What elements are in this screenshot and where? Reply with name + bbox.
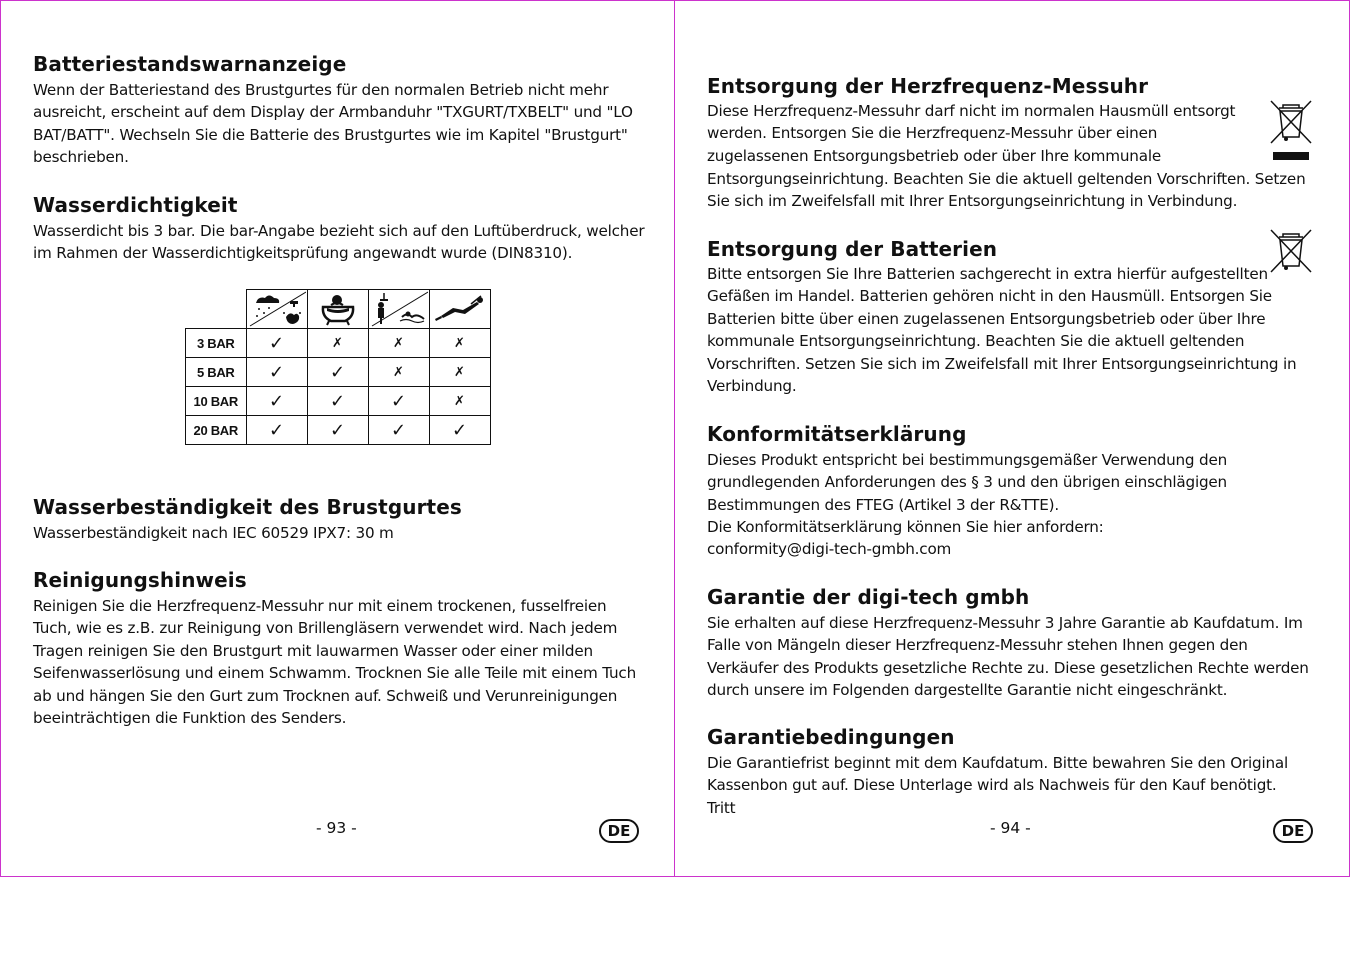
- crossed-bin-icon: [1269, 228, 1313, 274]
- text-warranty: Sie erhalten auf diese Herzfrequenz-Messuhr 3 Jahre Garantie ab Kaufdatum. Im Falle von Mängeln dieser Herzfrequenz-Messuhr stehen Ihnen gegen den Verkäufer des Produkts gesetzliche Rechte zu. Diese gesetzlichen Rechte werden durch unsere im Folgenden dargestellte Garantie nicht eingeschränkt.: [707, 614, 1309, 700]
- text-warranty-conditions: Die Garantiefrist beginnt mit dem Kaufdatum. Bitte bewahren Sie den Original Kassenbon gut auf. Diese Unterlage wird als Nachweis für den Kauf benötigt. Tritt: [707, 754, 1289, 817]
- heading-cleaning: Reinigungshinweis: [33, 568, 247, 592]
- mark-no: ✗: [429, 329, 490, 358]
- water-resistance-table: [185, 289, 491, 445]
- mark-no: ✗: [307, 329, 368, 358]
- heading-battery-disposal: Entsorgung der Batterien: [707, 237, 998, 261]
- heading-chest-strap-water: Wasserbeständigkeit des Brustgurtes: [33, 495, 462, 519]
- mark-yes: ✓: [368, 387, 429, 416]
- language-badge: DE: [1273, 819, 1313, 843]
- mark-yes: ✓: [307, 358, 368, 387]
- page-94: [675, 0, 1350, 877]
- page-number: - 93 -: [316, 819, 357, 837]
- language-badge: DE: [599, 819, 639, 843]
- heading-warranty: Garantie der digi-tech gmbh: [707, 585, 1030, 609]
- shower-swim-icon: [368, 290, 429, 329]
- text-battery-warning: Wenn der Batteriestand des Brustgurtes für den normalen Betrieb nicht mehr ausreicht, erscheint auf dem Display der Armbanduhr "TXGURT/TXBELT" und "LO BAT/BATT". Wechseln Sie die Batterie des Brustgurtes wie im Kapitel "Brustgurt" beschrieben.: [33, 81, 633, 167]
- bath-icon: [307, 290, 368, 329]
- rain-splash-icon: [246, 290, 307, 329]
- heading-warranty-conditions: Garantiebedingungen: [707, 725, 955, 749]
- text-chest-strap-water: Wasserbeständigkeit nach IEC 60529 IPX7: 30 m: [33, 524, 394, 542]
- mark-yes: ✓: [368, 416, 429, 445]
- dive-icon: [429, 290, 490, 329]
- row-label-10-bar: 10 BAR: [186, 387, 247, 416]
- page-number: - 94 -: [990, 819, 1031, 837]
- text-conformity-request: Die Konformitätserklärung können Sie hier anfordern:: [707, 518, 1104, 536]
- mark-yes: ✓: [246, 358, 307, 387]
- mark-no: ✗: [429, 387, 490, 416]
- mark-no: ✗: [429, 358, 490, 387]
- text-battery-disposal: Bitte entsorgen Sie Ihre Batterien sachgerecht in extra hierfür aufgestellten Gefäßen im Handel. Batterien gehören nicht in den Hausmüll. Entsorgen Sie Batterien bitte über einen zugelassenen Entsorgungsbetrieb oder über Ihre kommunale Entsorgungseinrichtung. Beachten Sie die aktuell geltenden Vorschriften. Setzen Sie sich im Zweifelsfall mit Ihrer Entsorgungseinrichtung in Verbindung.: [707, 265, 1297, 396]
- mark-yes: ✓: [429, 416, 490, 445]
- text-device-disposal-top: Diese Herzfrequenz-Messuhr darf nicht im normalen Hausmüll entsorgt werden. Entsorgen Sie die Herzfrequenz-Messuhr über einen zugelassenen Entsorgungsbetrieb oder über Ihre kommunale: [707, 102, 1236, 165]
- mark-yes: ✓: [307, 387, 368, 416]
- text-conformity: Dieses Produkt entspricht bei bestimmungsgemäßer Verwendung den grundlegenden Anforderungen des § 3 und den übrigen einschlägigen Bestimmungen des FTEG (Artikel 3 der R&TTE).: [707, 451, 1228, 514]
- heading-waterproof: Wasserdichtigkeit: [33, 193, 238, 217]
- heading-device-disposal: Entsorgung der Herzfrequenz-Messuhr: [707, 74, 1149, 98]
- mark-yes: ✓: [246, 329, 307, 358]
- mark-yes: ✓: [246, 416, 307, 445]
- row-label-5-bar: 5 BAR: [186, 358, 247, 387]
- mark-no: ✗: [368, 329, 429, 358]
- text-waterproof: Wasserdicht bis 3 bar. Die bar-Angabe bezieht sich auf den Luftüberdruck, welcher im Rahmen der Wasserdichtigkeitsprüfung angewandt wurde (DIN8310).: [33, 222, 645, 263]
- page-93: [0, 0, 674, 877]
- mark-no: ✗: [368, 358, 429, 387]
- row-label-3-bar: 3 BAR: [186, 329, 247, 358]
- mark-yes: ✓: [246, 387, 307, 416]
- heading-conformity: Konformitätserklärung: [707, 422, 967, 446]
- text-cleaning: Reinigen Sie die Herzfrequenz-Messuhr nur mit einem trockenen, fusselfreien Tuch, wie es z.B. zur Reinigung von Brillengläsern verwendet wird. Nach jedem Tragen reinigen Sie den Brustgurt mit lauwarmen Wasser oder einer milden Seifenwasserlösung und einem Schwamm. Trocknen Sie alle Teile mit einem Tuch ab und hängen Sie den Gurt zum Trocknen auf. Schweiß und Verunreinigungen beeinträchtigen die Funktion des Senders.: [33, 597, 637, 728]
- mark-yes: ✓: [307, 416, 368, 445]
- crossed-bin-icon: [1269, 99, 1313, 163]
- row-label-20-bar: 20 BAR: [186, 416, 247, 445]
- heading-battery-warning: Batteriestandswarnanzeige: [33, 52, 347, 76]
- conformity-email: conformity@digi-tech-gmbh.com: [707, 540, 952, 558]
- text-device-disposal: Entsorgungseinrichtung. Beachten Sie die aktuell geltenden Vorschriften. Setzen Sie sich im Zweifelsfall mit Ihrer Entsorgungseinrichtung in Verbindung.: [707, 170, 1306, 211]
